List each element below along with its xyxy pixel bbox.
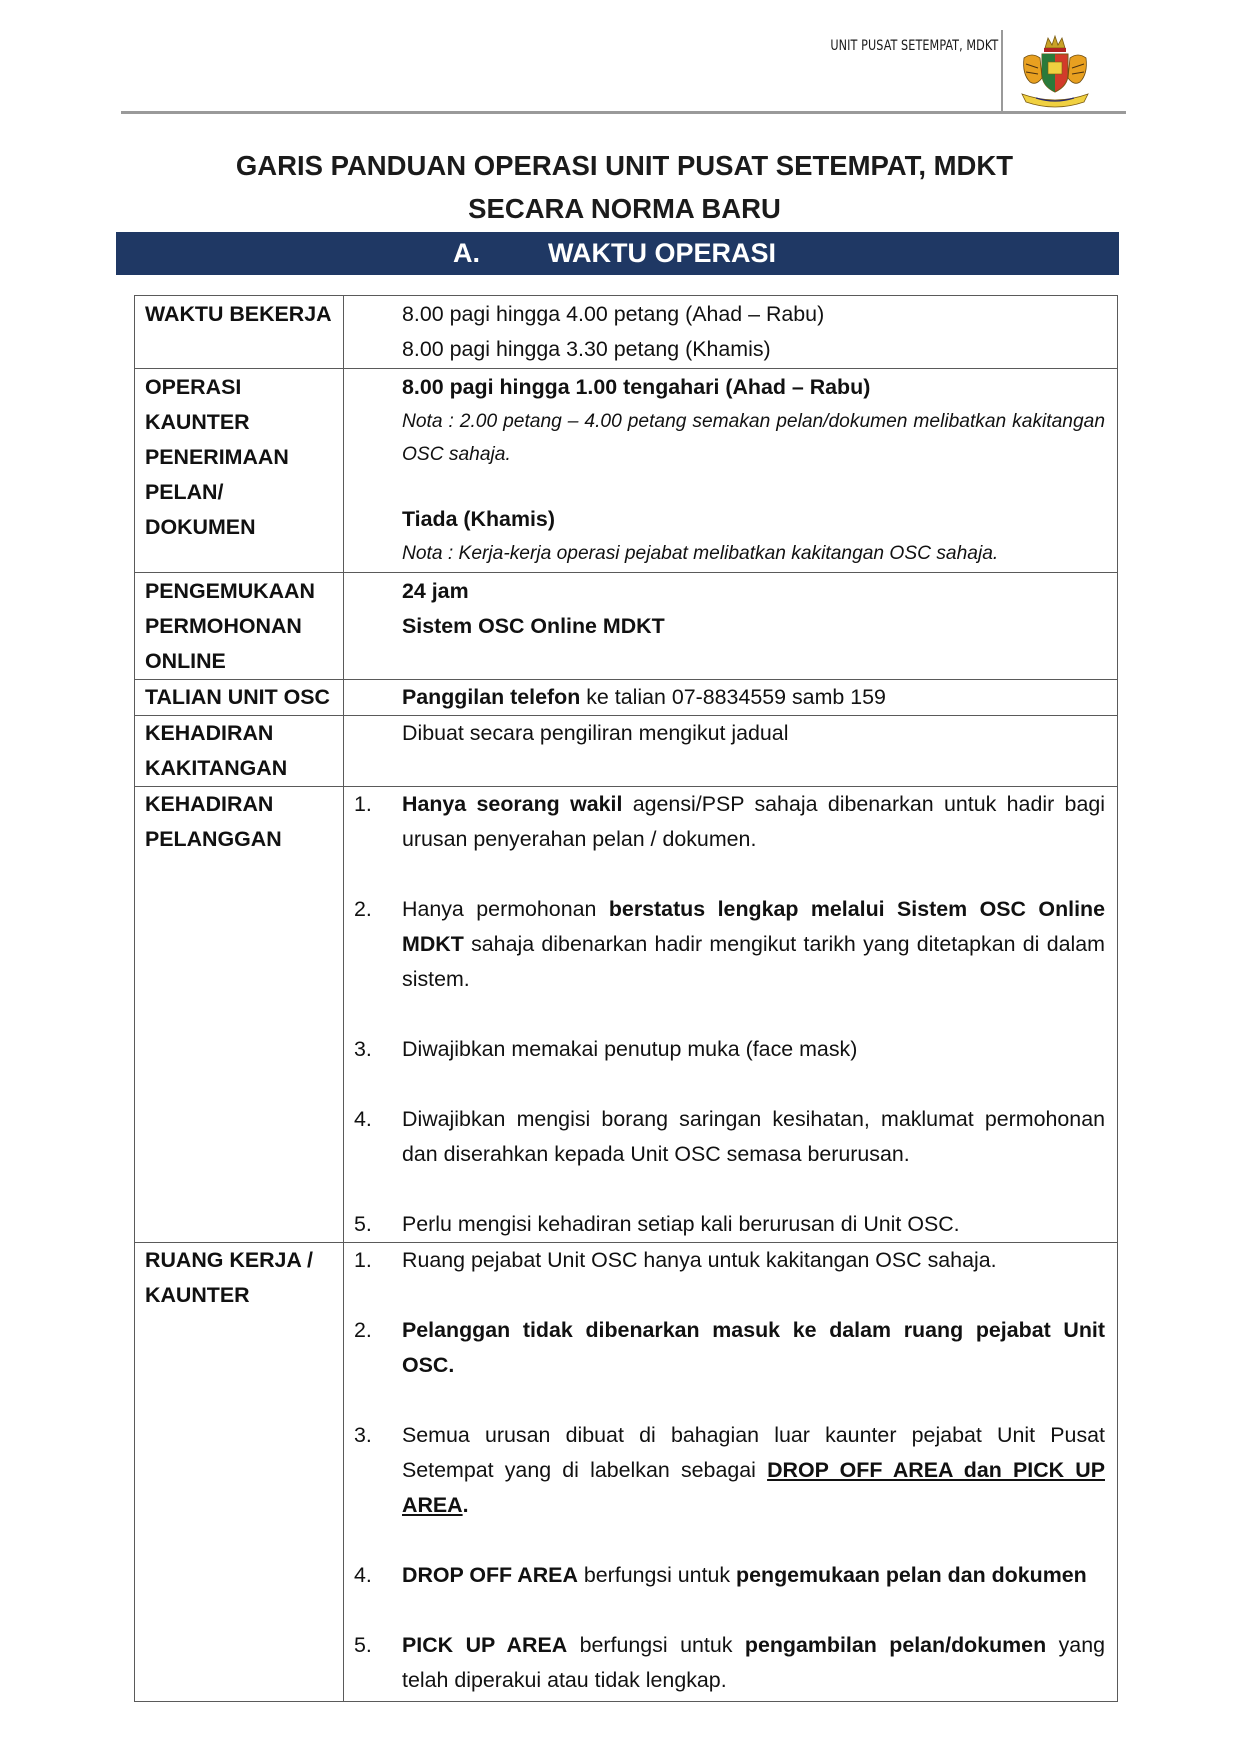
row-content: [344, 369, 1118, 573]
row-label-text: KEHADIRAN PELANGGAN: [145, 792, 282, 851]
spacer: [352, 1172, 1105, 1207]
list-item: [352, 1313, 1105, 1383]
header-text: UNIT PUSAT SETEMPAT, MDKT: [830, 38, 998, 54]
counter-hours-weekday: 8.00 pagi hingga 1.00 tengahari (Ahad – Rabu): [402, 375, 871, 399]
list-item: [352, 892, 1105, 997]
spacer: [352, 1593, 1105, 1628]
row-content: [344, 1243, 1118, 1702]
spacer: [352, 1067, 1105, 1102]
list-item: [352, 1558, 1105, 1593]
list-item-number: 4.: [354, 1563, 372, 1587]
table-row: [135, 787, 1118, 1243]
list-item: [352, 1243, 1105, 1278]
list-item-bold: Pelanggan tidak dibenarkan masuk ke dalam ruang pejabat Unit OSC.: [402, 1318, 1105, 1377]
row-content: [344, 787, 1118, 1243]
table-row: [135, 573, 1118, 680]
workspace-list: [352, 1243, 1105, 1698]
list-item-text: agensi/PSP sahaja dibenarkan untuk hadir bagi urusan penyerahan pelan / dokumen.: [402, 792, 1106, 851]
list-item-bold: pengambilan pelan/dokumen: [744, 1633, 1047, 1657]
table-row: [135, 680, 1118, 716]
list-item-number: 2.: [354, 1318, 372, 1342]
row-label: [135, 573, 344, 680]
section-letter: A.: [453, 238, 480, 268]
operations-table: [134, 295, 1118, 1702]
header-divider-horizontal: [121, 111, 1126, 114]
row-label-text: OPERASI KAUNTER PENERIMAAN PELAN/ DOKUMEN: [145, 375, 289, 539]
row-label: [135, 680, 344, 716]
list-item-text: .: [462, 1493, 469, 1517]
section-header-bar: [116, 232, 1119, 275]
online-system: Sistem OSC Online MDKT: [402, 614, 665, 638]
section-title: WAKTU OPERASI: [548, 238, 777, 268]
table-row: [135, 716, 1118, 787]
header-divider-vertical: [1001, 30, 1003, 112]
list-item: [352, 1628, 1105, 1698]
list-item-bold: Hanya seorang wakil: [402, 792, 623, 816]
spacer: [352, 471, 1105, 502]
crest-logo-icon: [1012, 34, 1098, 114]
list-item-text: yang telah diperakui atau tidak lengkap.: [402, 1633, 1105, 1692]
row-content: [344, 680, 1118, 716]
list-item-number: 5.: [354, 1633, 372, 1657]
list-item: [352, 787, 1105, 857]
list-item-text: Ruang pejabat Unit OSC hanya untuk kakitangan OSC sahaja.: [402, 1248, 997, 1272]
counter-note-1: Nota : 2.00 petang – 4.00 petang semakan pelan/dokumen melibatkan kakitangan OSC sahaja.: [402, 411, 1105, 465]
list-item: [352, 1418, 1105, 1523]
row-label-text: KEHADIRAN KAKITANGAN: [145, 721, 288, 780]
list-item-bold: pengemukaan pelan dan dokumen: [736, 1563, 1087, 1587]
list-item-bold: PICK UP AREA: [402, 1633, 568, 1657]
list-item-text: Diwajibkan mengisi borang saringan kesihatan, maklumat permohonan dan diserahkan kepada Unit OSC semasa berurusan.: [402, 1107, 1105, 1166]
list-item-number: 5.: [354, 1212, 372, 1236]
row-label: [135, 369, 344, 573]
working-hours-weekday: 8.00 pagi hingga 4.00 petang (Ahad – Rabu): [402, 302, 825, 326]
list-item-number: 4.: [354, 1107, 372, 1131]
spacer: [352, 1383, 1105, 1418]
list-item: [352, 1207, 1105, 1242]
list-item-number: 1.: [354, 792, 372, 816]
row-content: [344, 716, 1118, 787]
list-item-number: 3.: [354, 1037, 372, 1061]
table-row: [135, 296, 1118, 369]
page-title-line-2: SECARA NORMA BARU: [468, 193, 781, 224]
spacer: [352, 1278, 1105, 1313]
list-item-text: Perlu mengisi kehadiran setiap kali berurusan di Unit OSC.: [402, 1212, 960, 1236]
row-content: [344, 573, 1118, 680]
list-item-bold: berstatus lengkap melalui Sistem OSC Online MDKT: [402, 897, 1105, 956]
list-item-underlined: DROP OFF AREA dan PICK UP AREA: [402, 1458, 1105, 1517]
row-label: [135, 787, 344, 1243]
working-hours-thursday: 8.00 pagi hingga 3.30 petang (Khamis): [402, 337, 771, 361]
counter-hours-thursday: Tiada (Khamis): [402, 507, 555, 531]
list-item-text: Semua urusan dibuat di bahagian luar kaunter pejabat Unit Pusat Setempat yang di labelkan sebagai: [402, 1423, 1105, 1482]
counter-note-2: Nota : Kerja-kerja operasi pejabat melibatkan kakitangan OSC sahaja.: [402, 543, 999, 564]
list-item-number: 2.: [354, 897, 372, 921]
list-item-text: Diwajibkan memakai penutup muka (face mask): [402, 1037, 858, 1061]
list-item-number: 3.: [354, 1423, 372, 1447]
row-label-text: WAKTU BEKERJA: [145, 302, 332, 326]
spacer: [352, 997, 1105, 1032]
list-item-number: 1.: [354, 1248, 372, 1272]
list-item: [352, 1032, 1105, 1067]
customer-attendance-list: [352, 787, 1105, 1242]
online-hours: 24 jam: [402, 579, 469, 603]
row-content: [344, 296, 1118, 369]
staff-attendance-text: Dibuat secara pengiliran mengikut jadual: [402, 721, 789, 745]
table-row: [135, 1243, 1118, 1702]
row-label-text: RUANG KERJA / KAUNTER: [145, 1248, 313, 1307]
spacer: [352, 857, 1105, 892]
phone-line-rest: ke talian 07-8834559 samb 159: [580, 685, 886, 709]
spacer: [352, 1523, 1105, 1558]
table-row: [135, 369, 1118, 573]
list-item-bold: DROP OFF AREA: [402, 1563, 578, 1587]
row-label-text: PENGEMUKAAN PERMOHONAN ONLINE: [145, 579, 315, 673]
page-title-line-1: GARIS PANDUAN OPERASI UNIT PUSAT SETEMPAT, MDKT: [235, 150, 1014, 181]
list-item-text: Hanya permohonan: [402, 897, 609, 921]
phone-line: [352, 680, 1105, 715]
row-label: [135, 1243, 344, 1702]
row-label: [135, 296, 344, 369]
list-item-text: sahaja dibenarkan hadir mengikut tarikh yang ditetapkan di dalam sistem.: [402, 932, 1105, 991]
row-label: [135, 716, 344, 787]
row-label-text: TALIAN UNIT OSC: [145, 685, 330, 709]
list-item-text: berfungsi untuk: [567, 1633, 745, 1657]
phone-line-bold: Panggilan telefon: [402, 685, 581, 709]
list-item-text: berfungsi untuk: [577, 1563, 737, 1587]
list-item: [352, 1102, 1105, 1172]
